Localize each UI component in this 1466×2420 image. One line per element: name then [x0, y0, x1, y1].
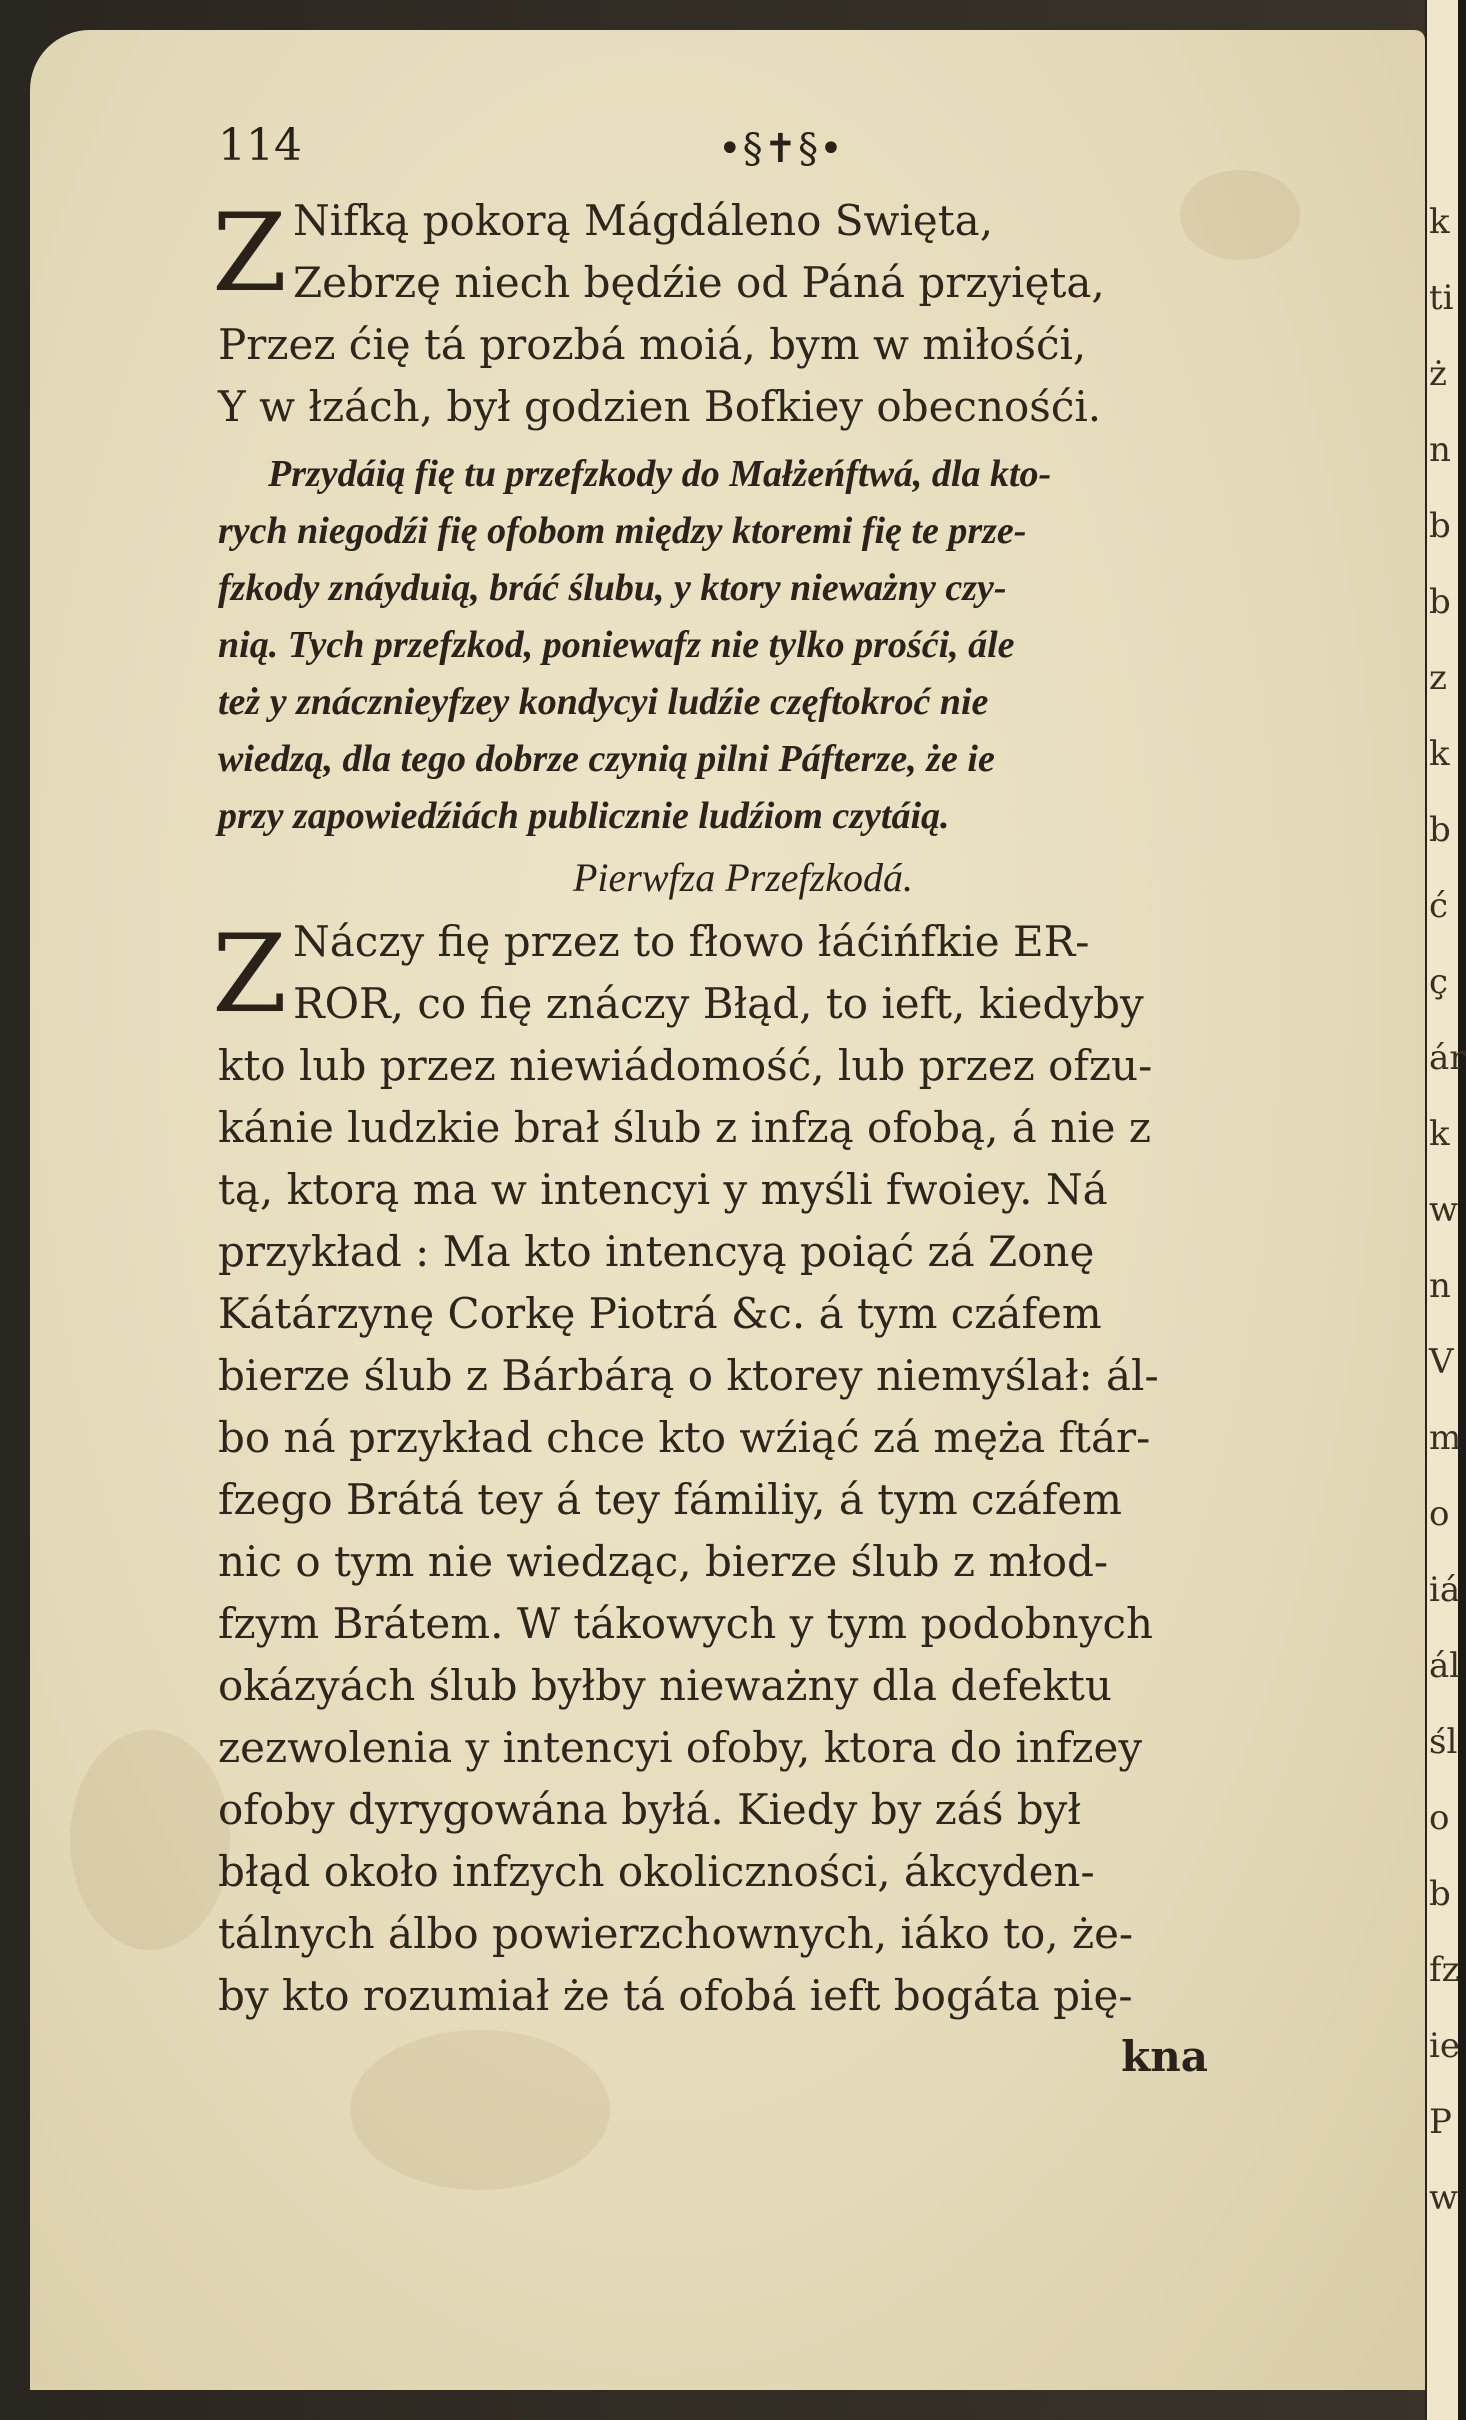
neighbor-page-fragment: n	[1429, 430, 1451, 470]
text-line: rych niegodźi fię ofobom między ktoremi fię te prze-	[218, 510, 1027, 552]
text-line: bo ná przykład chce kto wźiąć zá męża ftár-	[218, 1413, 1151, 1462]
text-line: Przez ćię tá prozbá moiá, bym w miłośći,	[218, 320, 1087, 369]
neighbor-page-fragment: o	[1429, 1798, 1450, 1838]
text-line: tą, ktorą ma w intencyi y myśli fwoiey. Ná	[218, 1165, 1108, 1214]
text-line: fzym Brátem. W tákowych y tym podobnych	[218, 1599, 1154, 1648]
neighbor-page-fragment: ti	[1429, 278, 1454, 318]
page-content	[212, 120, 1408, 2087]
text-line: bierze ślub z Bárbárą o ktorey niemyślał: ál-	[218, 1351, 1159, 1400]
text-line: Náczy fię przez to fłowo łáćińfkie ER-	[293, 917, 1090, 966]
text-line: fzkody znáyduią, bráć ślubu, y ktory nieważny czy-	[218, 567, 1007, 609]
text-line: zezwolenia y intencyi ofoby, ktora do infzey	[218, 1723, 1143, 1772]
neighbor-page-fragment: ç	[1429, 962, 1449, 1002]
text-line: przykład : Ma kto intencyą poiąć zá Zonę	[218, 1227, 1095, 1276]
text-line: Y w łzách, był godzien Bofkiey obecnośći.	[218, 382, 1102, 431]
neighbor-page-edge	[1425, 0, 1466, 2420]
neighbor-page-fragment: iá	[1429, 1570, 1461, 1610]
page-number: 114	[218, 120, 302, 171]
text-line: by kto rozumiał że tá ofobá ieft bogáta pię-	[218, 1971, 1133, 2020]
neighbor-page-fragment: ie	[1429, 2026, 1460, 2066]
neighbor-page-fragment: V	[1429, 1342, 1454, 1382]
text-line: kánie ludzkie brał ślub z infzą ofobą, á nie z	[218, 1103, 1151, 1152]
neighbor-page-fragment: k	[1429, 734, 1450, 774]
neighbor-page-fragment: w	[1429, 1190, 1459, 1230]
page-header	[218, 120, 1408, 190]
neighbor-page-fragment: ál	[1429, 1646, 1461, 1686]
neighbor-page-fragment: b	[1429, 1874, 1451, 1914]
drop-cap: Z	[212, 191, 288, 316]
neighbor-page-fragment: b	[1429, 810, 1451, 850]
text-line: nic o tym nie wiedząc, bierze ślub z młod-	[218, 1537, 1109, 1586]
text-line: wiedzą, dla tego dobrze czynią pilni Páfterze, że ie	[218, 738, 995, 780]
neighbor-page-fragment: m	[1429, 1418, 1462, 1458]
text-line: Zebrzę niech będźie od Páná przyięta,	[293, 258, 1105, 307]
body-paragraph	[212, 911, 1408, 2027]
text-line: Przydáią fię tu przefzkody do Małżeńftwá, dla kto-	[268, 453, 1052, 495]
text-line: błąd około infzych okoliczności, ákcyden-	[218, 1847, 1095, 1896]
neighbor-page-fragment: o	[1429, 1494, 1450, 1534]
neighbor-page-fragment: ár	[1429, 1038, 1466, 1078]
text-line: kto lub przez niewiádomość, lub przez ofzu-	[218, 1041, 1153, 1090]
catchword: kna	[1121, 2032, 1208, 2081]
text-line: nią. Tych przefzkod, poniewafz nie tylko prośći, ále	[218, 624, 1015, 666]
text-line: też y znácznieyfzey kondycyi ludźie częftokroć nie	[218, 681, 989, 723]
neighbor-page-fragment: k	[1429, 1114, 1450, 1154]
neighbor-page-fragment: P	[1429, 2102, 1452, 2142]
text-line: Nifką pokorą Mágdáleno Swięta,	[293, 196, 994, 245]
section-heading: Pierwfza Przefzkodá.	[573, 855, 913, 900]
text-line: przy zapowiedźiách publicznie ludźiom czytáią.	[218, 795, 950, 837]
verse-paragraph	[212, 190, 1408, 438]
neighbor-page-fragment: śl	[1429, 1722, 1458, 1762]
neighbor-page-fragment: b	[1429, 582, 1451, 622]
neighbor-page-fragment: fz	[1429, 1950, 1460, 1990]
neighbor-page-fragment: n	[1429, 1266, 1451, 1306]
text-line: ofoby dyrygowána byłá. Kiedy by záś był	[218, 1785, 1081, 1834]
neighbor-page-fragment: k	[1429, 202, 1450, 242]
intro-paragraph	[218, 446, 1408, 845]
neighbor-page-fragment: ż	[1429, 354, 1447, 394]
paper-stain	[70, 1730, 230, 1950]
text-line: fzego Brátá tey á tey fámiliy, á tym czáfem	[218, 1475, 1122, 1524]
neighbor-page-fragment: b	[1429, 506, 1451, 546]
neighbor-page-fragment: w	[1429, 2178, 1459, 2218]
text-line: Kátárzynę Corkę Piotrá &c. á tym czáfem	[218, 1289, 1102, 1338]
text-line: okázyách ślub byłby nieważny dla defektu	[218, 1661, 1112, 1710]
text-line: ROR, co fię znáczy Błąd, to ieft, kiedyby	[293, 979, 1144, 1028]
drop-cap: Z	[212, 912, 288, 1037]
header-ornament: •§✝§•	[718, 126, 844, 172]
text-line: tálnych álbo powierzchownych, iáko to, że-	[218, 1909, 1134, 1958]
neighbor-page-fragment: ć	[1429, 886, 1449, 926]
neighbor-page-fragment: z	[1429, 658, 1447, 698]
